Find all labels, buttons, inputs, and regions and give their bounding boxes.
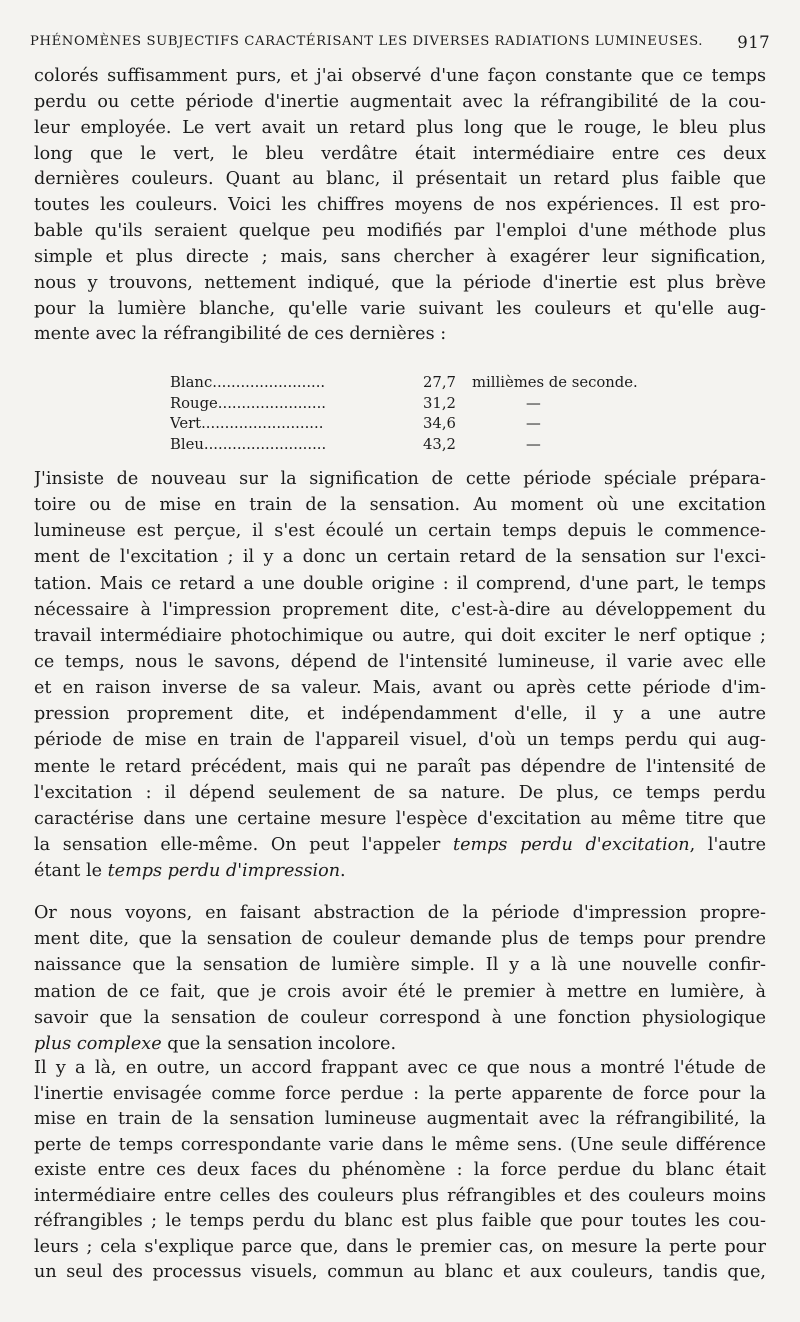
text-line: pour la lumière blanche, qu'elle varie suivant les couleurs et qu'elle aug- <box>34 298 766 319</box>
results-table <box>170 373 640 455</box>
text-segment: que la sensation incolore. <box>167 1033 397 1054</box>
text-segment: . <box>340 861 346 882</box>
italic-term: temps perdu d'excitation <box>453 834 690 855</box>
text-line: intermédiaire entre celles des couleurs plus réfrangibles et des couleurs moins <box>34 1185 766 1206</box>
color-name: Blanc........................ <box>170 374 326 391</box>
text-line: lumineuse est perçue, il s'est écoulé un certain temps depuis le commence- <box>34 521 766 542</box>
text-line: caractérise dans une certaine mesure l'espèce d'excitation au même titre que <box>34 808 766 829</box>
time-value: 31,2 <box>423 394 456 412</box>
text-line: toutes les couleurs. Voici les chiffres moyens de nos expériences. Il est pro- <box>34 195 766 216</box>
header-title: PHÉNOMÈNES SUBJECTIFS CARACTÉRISANT LES DIVERSES RADIATIONS LUMINEUSES. <box>30 34 704 49</box>
text-line: ce temps, nous le savons, dépend de l'intensité lumineuse, il varie avec elle <box>34 651 766 672</box>
color-name: Rouge....................... <box>170 394 326 412</box>
ditto-mark: — <box>526 415 541 432</box>
text-line: leurs ; cela s'explique parce que, dans le premier cas, on mesure la perte pour <box>34 1236 766 1257</box>
text-line: long que le vert, le bleu verdâtre était intermédiaire entre ces deux <box>34 143 766 164</box>
text-segment: la sensation elle-même. On peut l'appeler <box>34 834 441 855</box>
text-line: nécessaire à l'impression proprement dite, c'est-à-dire au développement du <box>34 599 766 620</box>
table-row <box>170 373 640 394</box>
text-line: ment dite, que la sensation de couleur demande plus de temps pour prendre <box>34 929 766 950</box>
color-name: Bleu.......................... <box>170 435 327 453</box>
text-line: ment de l'excitation ; il y a donc un certain retard de la sensation sur l'exci- <box>34 547 766 568</box>
text-line: et en raison inverse de sa valeur. Mais, avant ou après cette période d'im- <box>34 678 766 699</box>
text-line: mente avec la réfrangibilité de ces dernières : <box>34 324 447 345</box>
text-line: pression proprement dite, et indépendamment d'elle, il y a une autre <box>34 704 766 725</box>
text-line: l'inertie envisagée comme force perdue : la perte apparente de force pour la <box>34 1083 766 1104</box>
text-line-mixed <box>34 858 766 884</box>
text-segment: étant le <box>34 861 103 882</box>
paragraph-3 <box>34 900 766 1057</box>
text-line: simple et plus directe ; mais, sans chercher à exagérer leur signification, <box>34 246 766 267</box>
text-line: toire ou de mise en train de la sensation. Au moment où une excitation <box>34 495 766 516</box>
text-line-mixed <box>34 1031 766 1057</box>
text-line: mente le retard précédent, mais qui ne paraît pas dépendre de l'intensité de <box>34 756 766 777</box>
italic-term: temps perdu d'impression <box>107 861 341 882</box>
ditto-mark: — <box>526 394 541 412</box>
table-row <box>170 414 640 435</box>
text-line: période de mise en train de l'appareil visuel, d'où un temps perdu qui aug- <box>34 730 766 751</box>
time-value: 34,6 <box>423 415 456 432</box>
text-line: réfrangibles ; le temps perdu du blanc est plus faible que pour toutes les cou- <box>34 1211 766 1231</box>
text-line: mation de ce fait, que je crois avoir été le premier à mettre en lumière, à <box>34 981 766 1002</box>
text-line: colorés suffisamment purs, et j'ai observé d'une façon constante que ce temps <box>34 66 766 86</box>
text-line: J'insiste de nouveau sur la signification de cette période spéciale prépara- <box>34 469 766 489</box>
paragraph-4 <box>34 1056 766 1286</box>
ditto-mark: — <box>526 435 541 453</box>
text-line: Or nous voyons, en faisant abstraction de la période d'impression propre- <box>34 903 766 923</box>
running-header <box>30 34 770 56</box>
text-line: naissance que la sensation de lumière simple. Il y a là une nouvelle confir- <box>34 955 766 976</box>
time-value: 27,7 <box>423 374 456 391</box>
text-line: l'excitation : il dépend seulement de sa nature. De plus, ce temps perdu <box>34 782 766 803</box>
text-line: existe entre ces deux faces du phénomène : la force perdue du blanc était <box>34 1160 766 1180</box>
text-line: leur employée. Le vert avait un retard plus long que le rouge, le bleu plus <box>34 117 766 138</box>
text-line: mise en train de la sensation lumineuse augmentait avec la réfrangibilité, la <box>34 1109 766 1129</box>
text-line: savoir que la sensation de couleur correspond à une fonction physiologique <box>34 1007 766 1028</box>
text-line: Il y a là, en outre, un accord frappant avec ce que nous a montré l'étude de <box>34 1058 766 1078</box>
text-line: dernières couleurs. Quant au blanc, il présentait un retard plus faible que <box>34 169 766 190</box>
text-line: perte de temps correspondante varie dans le même sens. (Une seule différence <box>34 1134 766 1155</box>
page-number: 917 <box>737 33 770 52</box>
paragraph-2 <box>34 466 766 884</box>
text-line: un seul des processus visuels, commun au blanc et aux couleurs, tandis que, <box>34 1262 766 1282</box>
text-line: travail intermédiaire photochimique ou autre, qui doit exciter le nerf optique ; <box>34 625 766 646</box>
table-row <box>170 435 640 456</box>
text-line: nous y trouvons, nettement indiqué, que la période d'inertie est plus brève <box>34 272 766 293</box>
table-row <box>170 394 640 415</box>
paragraph-1 <box>34 64 766 348</box>
time-unit: millièmes de seconde. <box>472 374 638 391</box>
time-value: 43,2 <box>423 435 456 453</box>
text-line: perdu ou cette période d'inertie augmentait avec la réfrangibilité de la cou- <box>34 91 766 112</box>
color-name: Vert.......................... <box>170 415 324 432</box>
text-segment: , l'autre <box>689 834 766 855</box>
text-line-mixed <box>34 832 766 858</box>
italic-term: plus complexe <box>34 1033 162 1054</box>
text-line: tation. Mais ce retard a une double origine : il comprend, d'une part, le temps <box>34 573 766 594</box>
text-line: bable qu'ils seraient quelque peu modifiés par l'emploi d'une méthode plus <box>34 221 766 242</box>
